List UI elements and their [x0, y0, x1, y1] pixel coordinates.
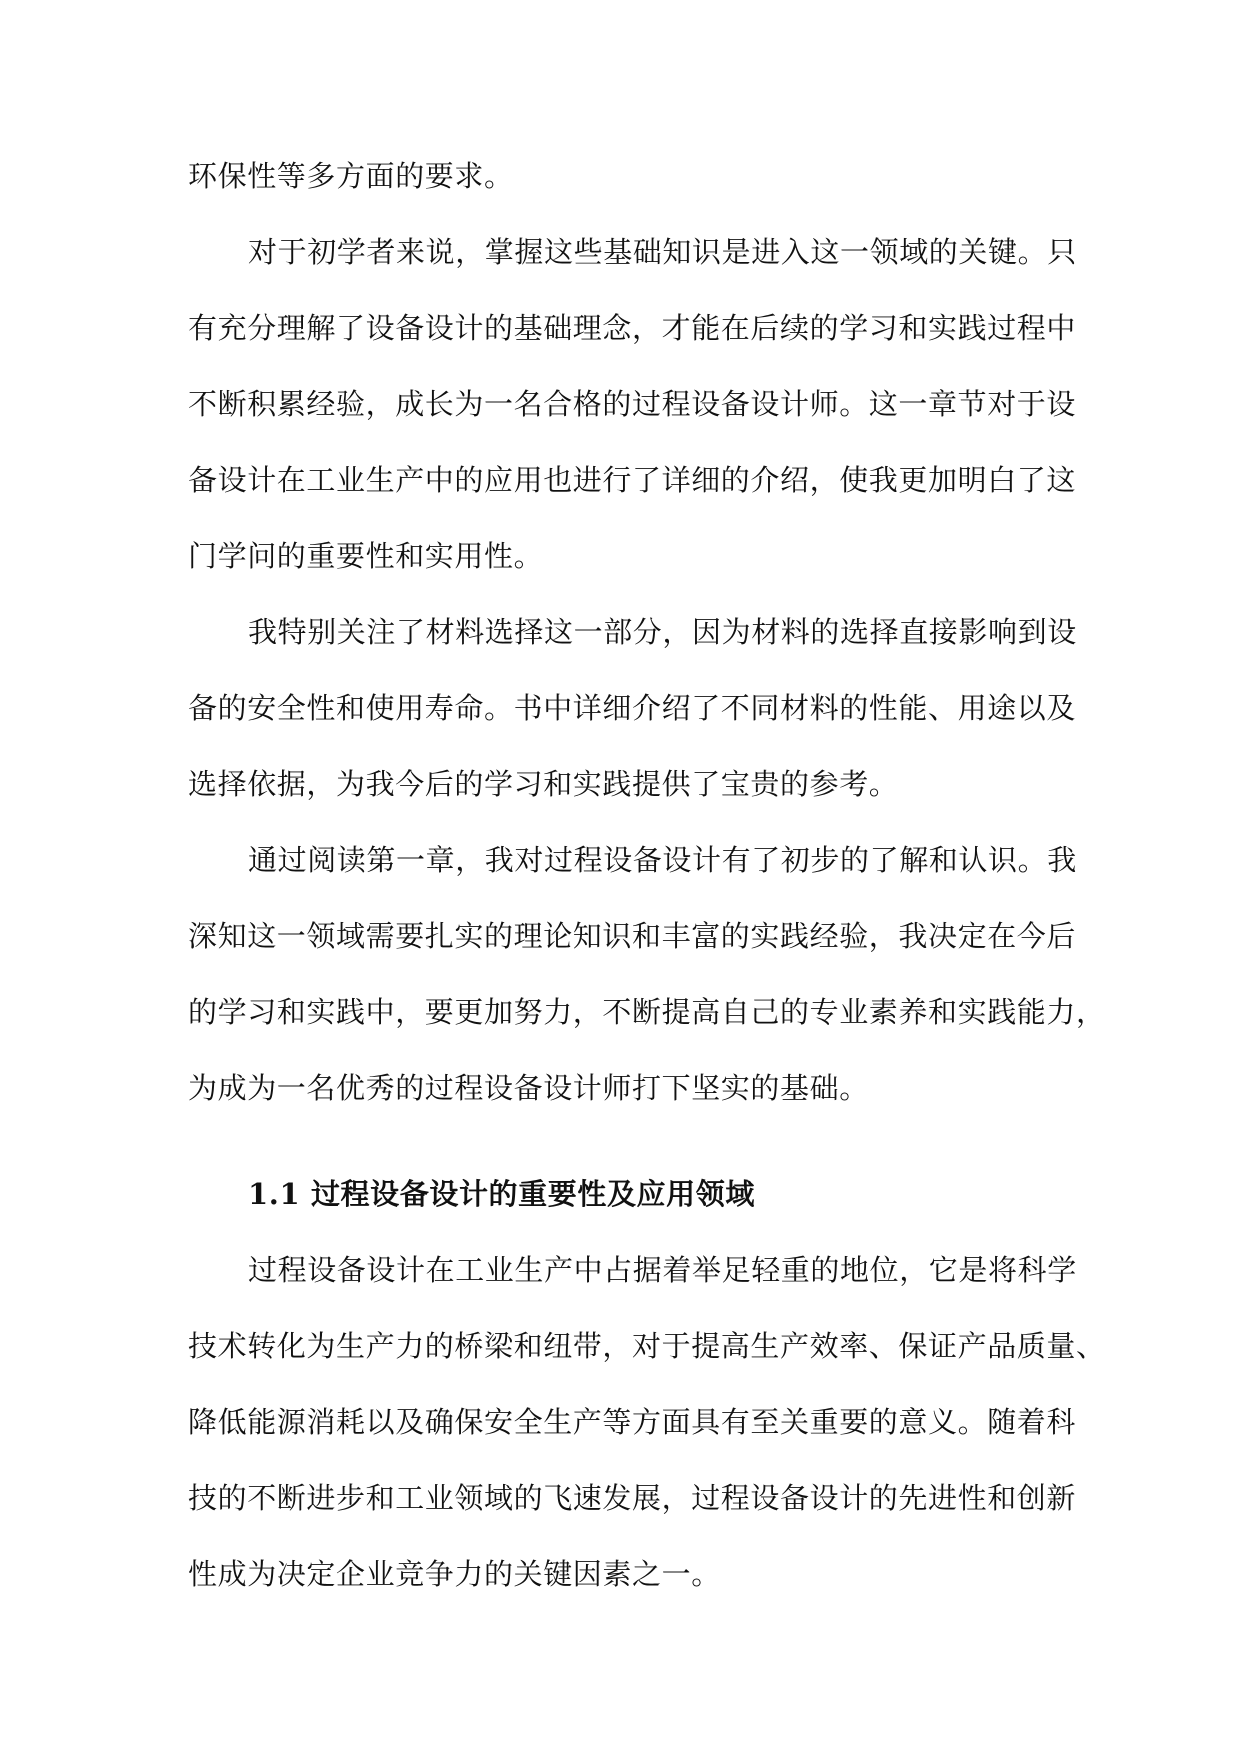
- paragraph: [188, 822, 1106, 1126]
- paragraph-line: 通过阅读第一章，我对过程设备设计有了初步的了解和认识。我: [248, 843, 1077, 877]
- paragraph-line: 技的不断进步和工业领域的飞速发展，过程设备设计的先进性和创新: [188, 1481, 1077, 1515]
- paragraph-line: 过程设备设计在工业生产中占据着举足轻重的地位，它是将科学: [248, 1253, 1077, 1287]
- paragraph: [188, 214, 1077, 594]
- paragraph-line: 不断积累经验，成长为一名合格的过程设备设计师。这一章节对于设: [188, 387, 1077, 421]
- paragraph-line: 性成为决定企业竞争力的关键因素之一。: [188, 1557, 721, 1591]
- paragraph-line: 我特别关注了材料选择这一部分，因为材料的选择直接影响到设: [248, 615, 1077, 649]
- paragraph-line: 为成为一名优秀的过程设备设计师打下坚实的基础。: [188, 1071, 869, 1105]
- paragraph-line: 降低能源消耗以及确保安全生产等方面具有至关重要的意义。随着科: [188, 1405, 1077, 1439]
- paragraph-line: 门学问的重要性和实用性。: [188, 539, 544, 573]
- paragraph: [188, 594, 1077, 822]
- section-paragraph: [188, 1232, 1106, 1612]
- paragraph-line: 备的安全性和使用寿命。书中详细介绍了不同材料的性能、用途以及: [188, 691, 1077, 725]
- paragraph-line: 的学习和实践中，要更加努力，不断提高自己的专业素养和实践能力，: [188, 995, 1106, 1029]
- paragraph-line: 有充分理解了设备设计的基础理念，才能在后续的学习和实践过程中: [188, 311, 1077, 345]
- paragraph-line: 对于初学者来说，掌握这些基础知识是进入这一领域的关键。只: [248, 235, 1077, 269]
- document-body: [188, 138, 1106, 1612]
- paragraph-line: 选择依据，为我今后的学习和实践提供了宝贵的参考。: [188, 767, 899, 801]
- section-spacer: [188, 1126, 1058, 1156]
- paragraph-line: 环保性等多方面的要求。: [188, 159, 514, 193]
- paragraph-line: 深知这一领域需要扎实的理论知识和丰富的实践经验，我决定在今后: [188, 919, 1077, 953]
- paragraph-continuation: [188, 138, 1058, 214]
- section-heading: 1.1 过程设备设计的重要性及应用领域: [248, 1177, 755, 1211]
- paragraph-line: 备设计在工业生产中的应用也进行了详细的介绍，使我更加明白了这: [188, 463, 1077, 497]
- paragraph-line: 技术转化为生产力的桥梁和纽带，对于提高生产效率、保证产品质量、: [188, 1329, 1106, 1363]
